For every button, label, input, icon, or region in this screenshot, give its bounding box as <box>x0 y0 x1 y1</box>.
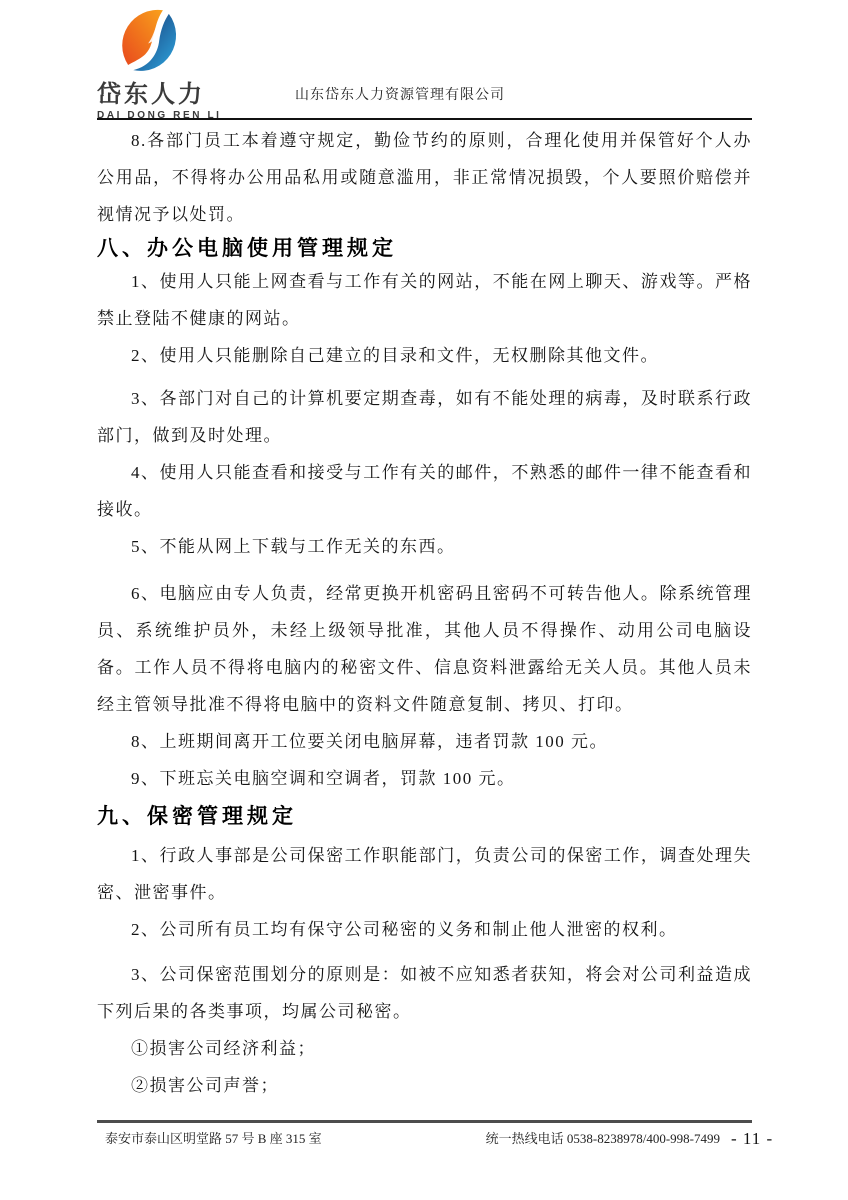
policy-subitem: ②损害公司声誉； <box>131 1076 279 1095</box>
logo-cn-text: 岱东人力 <box>97 81 205 108</box>
policy-item: 9、下班忘关电脑空调和空调者，罚款 100 元。 <box>131 769 516 788</box>
company-name: 山东岱东人力资源管理有限公司 <box>295 88 505 103</box>
footer <box>97 1128 752 1147</box>
policy-item: 5、不能从网上下载与工作无关的东西。 <box>131 537 456 556</box>
policy-item: 4、使用人只能查看和接受与工作有关的邮件，不熟悉的邮件一律不能查看和接收。 <box>97 463 752 519</box>
section-heading-9: 九、保密管理规定 <box>97 804 297 828</box>
company-logo-block <box>97 8 267 121</box>
policy-item: 1、使用人只能上网查看与工作有关的网站，不能在网上聊天、游戏等。严格禁止登陆不健康的网站。 <box>97 272 752 328</box>
policy-item: 6、电脑应由专人负责，经常更换开机密码且密码不可转告他人。除系统管理员、系统维护员外，未经上级领导批准，其他人员不得操作、动用公司电脑设备。工作人员不得将电脑内的秘密文件、信息资料泄露给无关人员。其他人员未经主管领导批准不得将电脑中的资料文件随意复制、拷贝、打印。 <box>97 584 752 714</box>
logo-en-text: DAI DONG REN LI <box>97 110 222 121</box>
section-heading-8: 八、办公电脑使用管理规定 <box>97 236 397 260</box>
page-number: - 11 - <box>731 1129 774 1148</box>
header-divider <box>97 118 752 120</box>
company-logo-icon <box>119 8 195 82</box>
footer-address: 泰安市泰山区明堂路 57 号 B 座 315 室 <box>105 1131 322 1146</box>
footer-divider <box>97 1120 752 1123</box>
policy-item: 3、公司保密范围划分的原则是：如被不应知悉者获知，将会对公司利益造成下列后果的各类事项，均属公司秘密。 <box>97 965 752 1021</box>
footer-hotline: 统一热线电话 0538-8238978/400-998-7499 <box>485 1131 720 1146</box>
policy-item: 3、各部门对自己的计算机要定期查毒，如有不能处理的病毒，及时联系行政部门，做到及时处理。 <box>97 389 752 445</box>
intro-paragraph: 8.各部门员工本着遵守规定，勤俭节约的原则，合理化使用并保管好个人办公用品，不得将办公用品私用或随意滥用，非正常情况损毁，个人要照价赔偿并视情况予以处罚。 <box>97 131 752 224</box>
policy-item: 2、使用人只能删除自己建立的目录和文件，无权删除其他文件。 <box>131 346 659 365</box>
document-content <box>97 122 752 1104</box>
policy-item: 8、上班期间离开工位要关闭电脑屏幕，违者罚款 100 元。 <box>131 732 608 751</box>
policy-item: 2、公司所有员工均有保守公司秘密的义务和制止他人泄密的权利。 <box>131 920 678 939</box>
policy-subitem: ①损害公司经济利益； <box>131 1039 316 1058</box>
policy-item: 1、行政人事部是公司保密工作职能部门，负责公司的保密工作，调查处理失密、泄密事件。 <box>97 846 752 902</box>
